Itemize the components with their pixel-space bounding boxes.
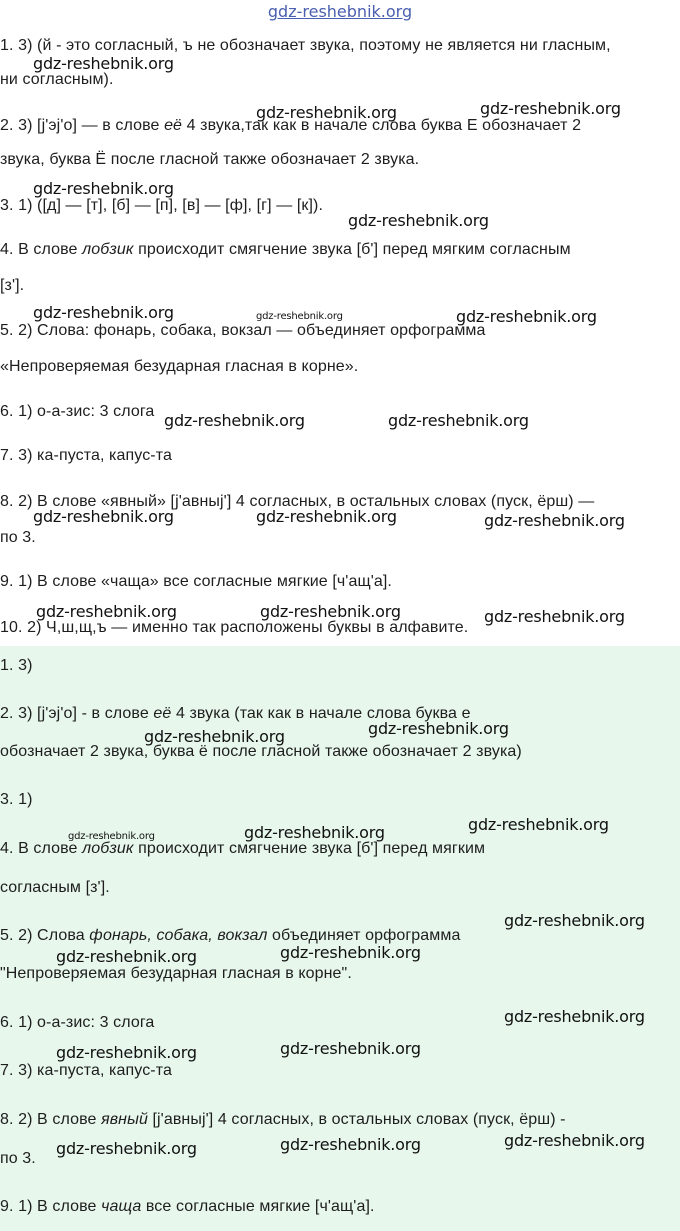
answer-10-line: 10. 2) Ч,ш,щ,ъ — именно так расположены буквы в алфавите. [0, 619, 469, 636]
answer-8-rest: [j'авныj'] 4 согласных, в остальных словах (пуск, ёрш) - [152, 1111, 566, 1128]
answer-8-line-2: по 3. [0, 1150, 36, 1167]
answer-8-line-1 [0, 1110, 566, 1130]
answer-5-words: фонарь, собака, вокзал [89, 927, 268, 944]
watermark: gdz-reshebnik.org [368, 719, 509, 738]
answer-2-prefix: 2. 3) [j'эj'о] — в слове [0, 117, 160, 134]
answer-6-line: 6. 1) о-а-зис: 3 слога [0, 1014, 155, 1031]
answer-9-word: чаща [101, 1198, 142, 1215]
answer-4-word: лобзик [82, 241, 134, 258]
answer-2-rest: 4 звука (так как в начале слова буква е [175, 705, 471, 722]
answer-2-line-2: звука, буква Ё после гласной также обозначает 2 звука. [0, 151, 420, 168]
answer-9-line [0, 1197, 375, 1217]
answer-4-line-2: согласным [з']. [0, 879, 110, 896]
watermark: gdz-reshebnik.org [504, 1131, 645, 1150]
watermark: gdz-reshebnik.org [468, 815, 609, 834]
watermark-small: gdz-reshebnik.org [256, 311, 343, 322]
answer-8-word: явный [101, 1111, 148, 1128]
watermark: gdz-reshebnik.org [33, 179, 174, 198]
watermark: gdz-reshebnik.org [484, 607, 625, 626]
answer-5-line-2: "Непроверяемая безударная гласная в корне". [0, 965, 352, 982]
watermark: gdz-reshebnik.org [280, 943, 421, 962]
answer-5-prefix: 5. 2) Слова [0, 927, 85, 944]
watermark: gdz-reshebnik.org [348, 211, 489, 230]
watermark-small: gdz-reshebnik.org [68, 831, 155, 842]
answer-9-rest: все согласные мягкие [ч'ащ'а]. [145, 1198, 375, 1215]
watermark: gdz-reshebnik.org [388, 411, 529, 430]
watermark: gdz-reshebnik.org [256, 507, 397, 526]
answer-5-line-2: «Непроверяемая безударная гласная в корне». [0, 358, 359, 375]
answer-6-line: 6. 1) о-а-зис: 3 слога [0, 403, 155, 420]
watermark: gdz-reshebnik.org [33, 54, 174, 73]
watermark: gdz-reshebnik.org [504, 1007, 645, 1026]
watermark: gdz-reshebnik.org [56, 1139, 197, 1158]
answer-3-line: 3. 1) [0, 791, 33, 808]
watermark: gdz-reshebnik.org [256, 103, 397, 122]
answer-4-prefix: 4. В слове [0, 840, 78, 857]
watermark: gdz-reshebnik.org [480, 99, 621, 118]
watermark: gdz-reshebnik.org [280, 1039, 421, 1058]
answer-8-prefix: 8. 2) В слове [0, 1111, 97, 1128]
answer-4-line-1 [0, 240, 571, 260]
watermark: gdz-reshebnik.org [56, 1043, 197, 1062]
answer-4-line-2: [з']. [0, 277, 25, 294]
answer-5-rest: объединяет орфограмма [272, 927, 461, 944]
answer-2-word: её [164, 117, 183, 134]
watermark: gdz-reshebnik.org [456, 307, 597, 326]
answer-4-prefix: 4. В слове [0, 241, 78, 258]
answer-3-line: 3. 1) ([д] — [т], [б] — [п], [в] — [ф], [г] — [к]). [0, 197, 324, 214]
answer-8-line-1: 8. 2) В слове «явный» [j'авныj'] 4 согласных, в остальных словах (пуск, ёрш) — [0, 493, 595, 510]
answer-2-prefix: 2. 3) [j'эj'о] - в слове [0, 705, 149, 722]
watermark: gdz-reshebnik.org [33, 507, 174, 526]
site-header-link[interactable]: gdz-reshebnik.org [267, 2, 413, 21]
watermark: gdz-reshebnik.org [260, 602, 401, 621]
watermark: gdz-reshebnik.org [36, 602, 177, 621]
answer-5-line-1: 5. 2) Слова: фонарь, собака, вокзал — объединяет орфограмма [0, 322, 486, 339]
watermark: gdz-reshebnik.org [144, 727, 285, 746]
watermark: gdz-reshebnik.org [164, 411, 305, 430]
answer-9-line: 9. 1) В слове «чаща» все согласные мягкие [ч'ащ'а]. [0, 573, 392, 590]
answer-2-rest: 4 звука,так как в начале слова буква Е обозначает 2 [186, 117, 582, 134]
answer-2-word: её [153, 705, 172, 722]
watermark: gdz-reshebnik.org [56, 947, 197, 966]
answer-4-word: лобзик [82, 840, 134, 857]
answer-2-line-2: обозначает 2 звука, буква ё после гласной также обозначает 2 звука) [0, 743, 522, 760]
answer-1-line: 1. 3) [0, 657, 33, 674]
answer-7-line: 7. 3) ка-пуста, капус-та [0, 447, 172, 464]
watermark: gdz-reshebnik.org [33, 303, 174, 322]
answer-9-prefix: 9. 1) В слове [0, 1198, 97, 1215]
answer-7-line: 7. 3) ка-пуста, капус-та [0, 1062, 172, 1079]
watermark: gdz-reshebnik.org [244, 823, 385, 842]
answer-1-line-2: ни согласным). [0, 71, 114, 88]
answer-4-rest: происходит смягчение звука [б'] перед мягким [138, 840, 486, 857]
answer-1-line-1: 1. 3) (й - это согласный, ъ не обозначает звука, поэтому не является ни гласным, [0, 37, 611, 54]
answer-8-line-2: по 3. [0, 529, 36, 546]
watermark: gdz-reshebnik.org [280, 1135, 421, 1154]
watermark: gdz-reshebnik.org [484, 511, 625, 530]
watermark: gdz-reshebnik.org [504, 911, 645, 930]
answer-4-rest: происходит смягчение звука [б'] перед мягким согласным [138, 241, 571, 258]
